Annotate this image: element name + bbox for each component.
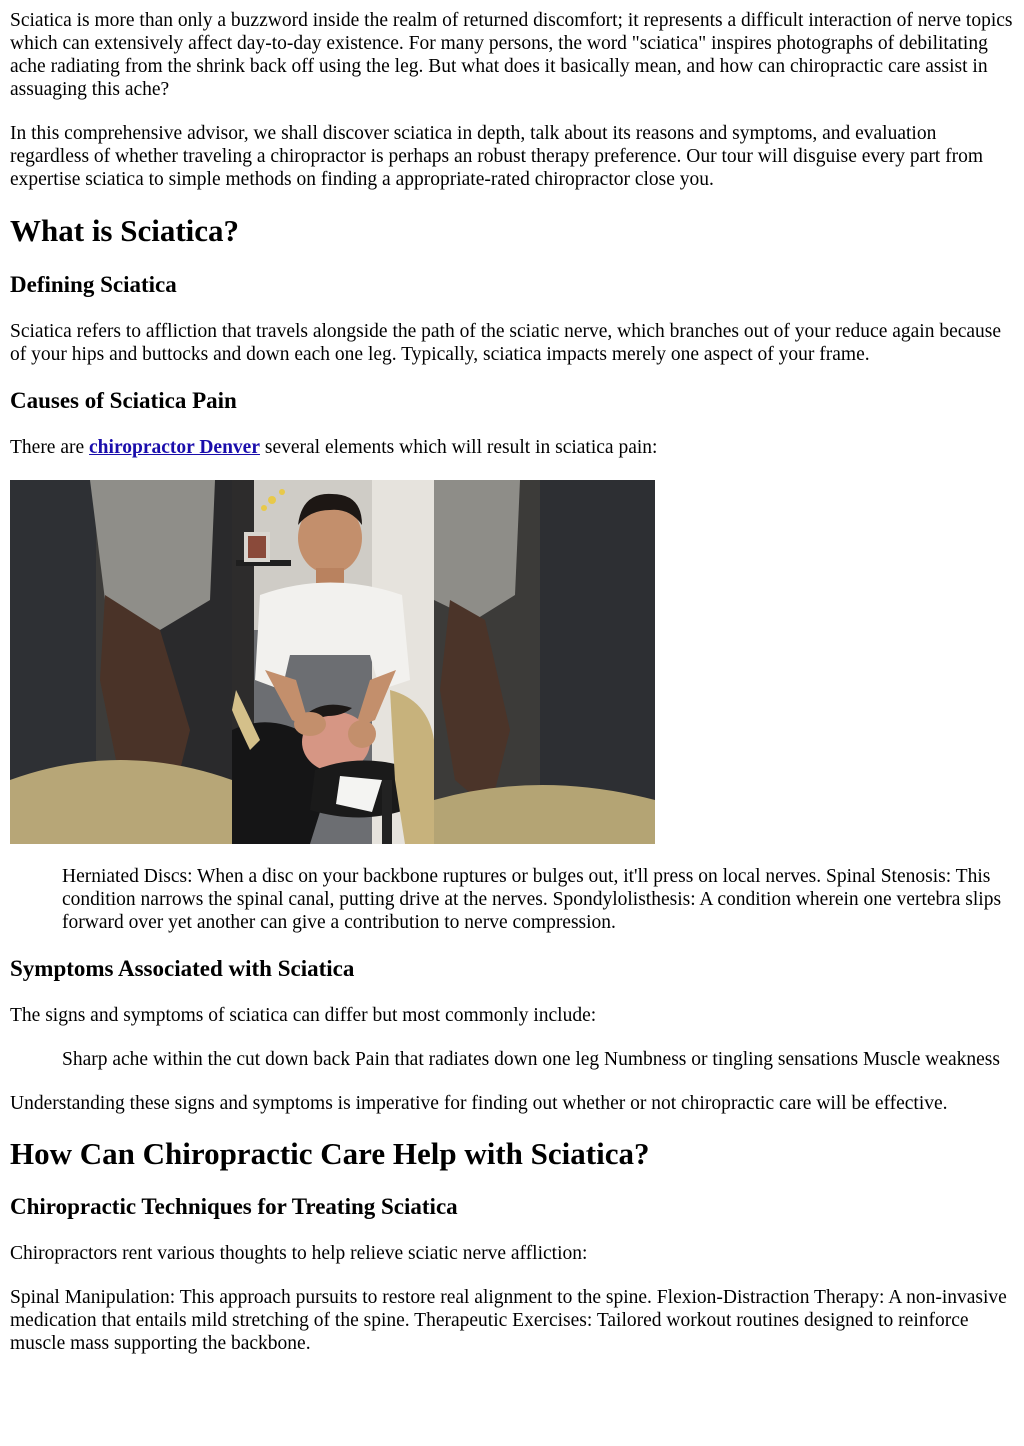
chiropractor-denver-link[interactable]: chiropractor Denver: [89, 437, 260, 458]
causes-text-after: several elements which will result in sciatica pain:: [259, 437, 658, 458]
symptoms-outro: Understanding these signs and symptoms is imperative for finding out whether or not chiropractic care will be effective.: [10, 1093, 948, 1114]
symptoms-list: Sharp ache within the cut down back Pain that radiates down one leg Numbness or tingling sensations Muscle weakness: [62, 1049, 1000, 1070]
intro-paragraph-1: Sciatica is more than only a buzzword inside the realm of returned discomfort; it represents a difficult interaction of nerve topics which can extensively affect day-to-day existence. For many persons, the word "sciatica" inspires photographs of debilitating ache radiating from the shrink back off using the leg. But what does it basically mean, and how can chiropractic care assist in assuaging this ache?: [10, 10, 1013, 100]
intro-paragraph-2: In this comprehensive advisor, we shall discover sciatica in depth, talk about its reasons and symptoms, and evaluation regardless of whether traveling a chiropractor is perhaps an robust therapy preference. Our tour will disguise every part from expertise sciatica to simple methods on finding a appropriate-rated chiropractor close you.: [10, 123, 984, 190]
heading-causes: Causes of Sciatica Pain: [10, 388, 237, 413]
causes-list: Herniated Discs: When a disc on your backbone ruptures or bulges out, it'll press on local nerves. Spinal Stenosis: This condition narrows the spinal canal, putting drive at the nerves. Spondylolisthesis: A condition wherein one vertebra slips forward over yet another can give a contribution to nerve compression.: [62, 866, 1002, 933]
heading-defining-sciatica: Defining Sciatica: [10, 272, 177, 297]
chiropractic-adjustment-photo: [10, 480, 655, 844]
symptoms-intro: The signs and symptoms of sciatica can differ but most commonly include:: [10, 1005, 597, 1026]
heading-how-chiropractic-helps: How Can Chiropractic Care Help with Sciatica?: [10, 1136, 650, 1171]
techniques-intro: Chiropractors rent various thoughts to help relieve sciatic nerve affliction:: [10, 1243, 588, 1264]
defining-paragraph: Sciatica refers to affliction that travels alongside the path of the sciatic nerve, which branches out of your reduce again because of your hips and buttocks and down each one leg. Typically, sciatica impacts merely one aspect of your frame.: [10, 321, 1002, 365]
heading-symptoms: Symptoms Associated with Sciatica: [10, 956, 355, 981]
causes-text-before: There are: [10, 437, 90, 458]
techniques-list: Spinal Manipulation: This approach pursuits to restore real alignment to the spine. Flexion-Distraction Therapy: A non-invasive medication that entails mild stretching of the spine. Therapeutic Exercises: Tailored workout routines designed to reinforce muscle mass supporting the backbone.: [10, 1287, 1007, 1354]
heading-what-is-sciatica: What is Sciatica?: [10, 213, 240, 248]
heading-techniques: Chiropractic Techniques for Treating Sciatica: [10, 1194, 458, 1219]
causes-paragraph: [10, 436, 1014, 459]
